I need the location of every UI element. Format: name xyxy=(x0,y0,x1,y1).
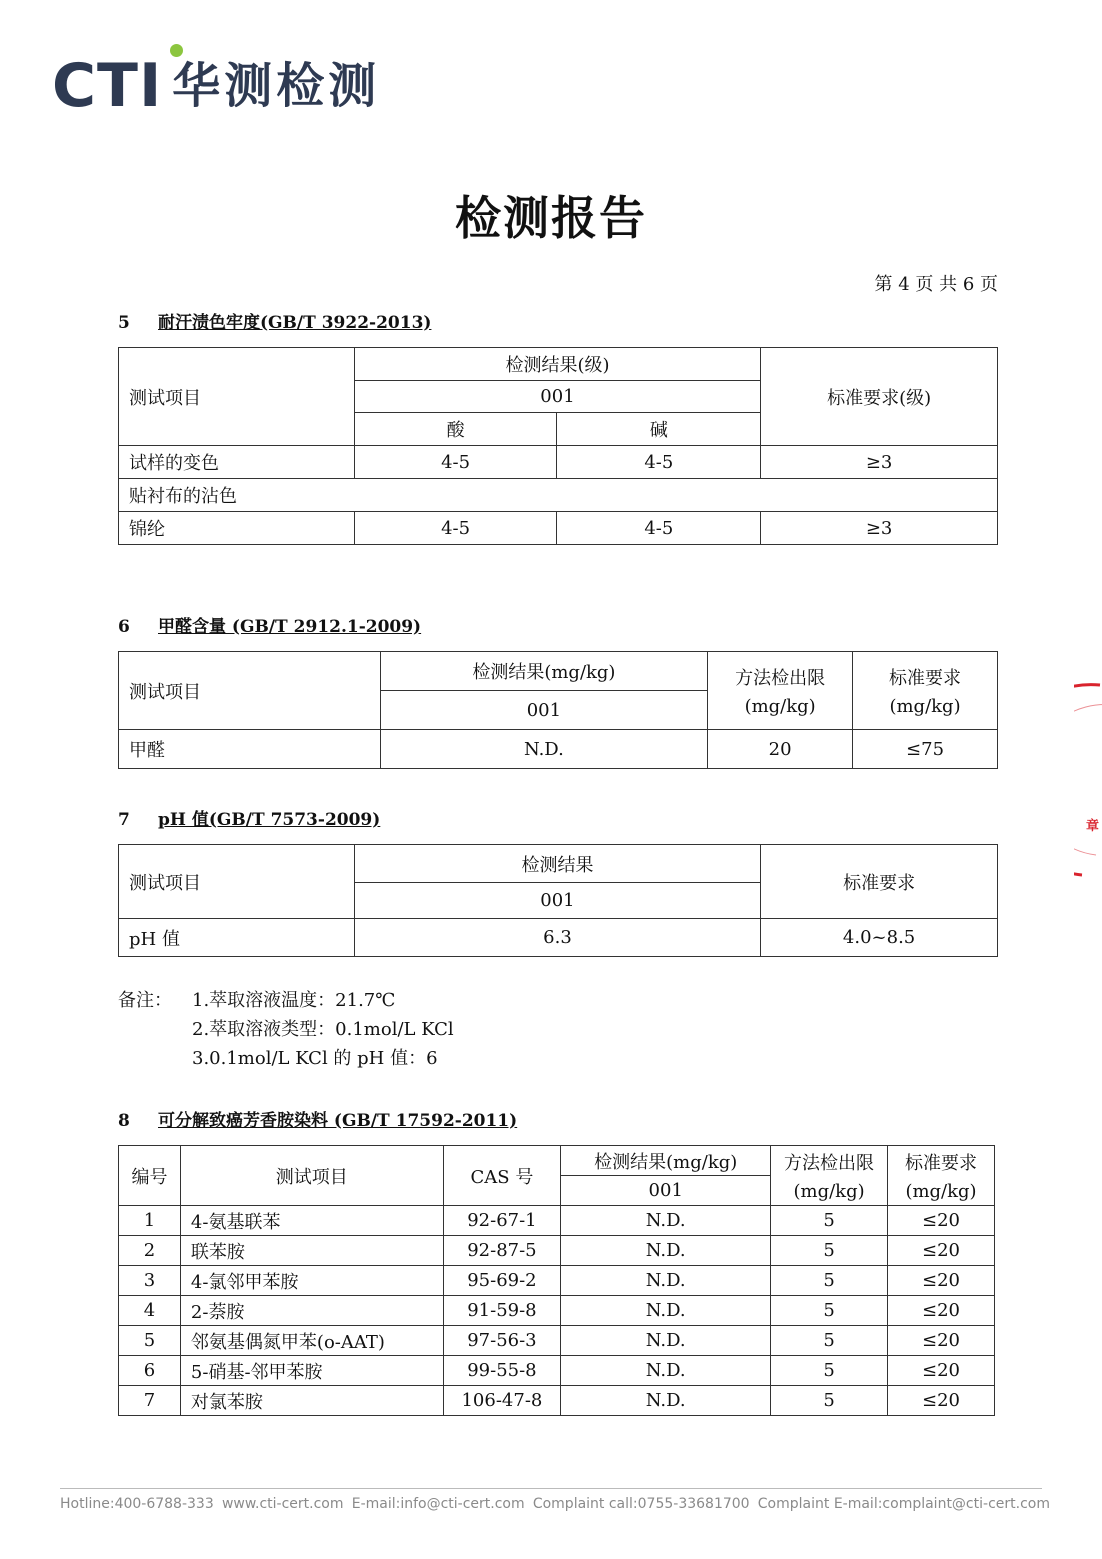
sweat-fastness-table xyxy=(118,347,998,545)
footer-hotline: Hotline:400-6788-333 xyxy=(60,1496,214,1512)
header-requirement: 标准要求 xyxy=(761,845,998,919)
header-alkali: 碱 xyxy=(557,413,761,446)
table-row: 甲醛 N.D. 20 ≤75 xyxy=(119,730,998,769)
header-requirement: 标准要求(级) xyxy=(761,348,998,446)
logo-chinese: 华测检测 xyxy=(172,58,381,114)
header-number: 编号 xyxy=(119,1146,181,1206)
official-stamp xyxy=(1074,680,1102,880)
footer-email: E-mail:info@cti-cert.com xyxy=(351,1496,525,1512)
header-sample: 001 xyxy=(354,381,761,413)
remark-line: 2.萃取溶液类型：0.1mol/L KCl xyxy=(192,1019,454,1040)
table-row: 6 5-硝基-邻甲苯胺 99-55-8 N.D. 5 ≤20 xyxy=(119,1356,995,1386)
table-row: 1 4-氨基联苯 92-67-1 N.D. 5 ≤20 xyxy=(119,1206,995,1236)
table-row: 4 2-萘胺 91-59-8 N.D. 5 ≤20 xyxy=(119,1296,995,1326)
footer-complaint-call: Complaint call:0755-33681700 xyxy=(532,1496,750,1512)
ph-table xyxy=(118,844,998,957)
aromatic-amine-table xyxy=(118,1145,995,1416)
header-mdl: 方法检出限 (mg/kg) xyxy=(771,1146,888,1206)
header-acid: 酸 xyxy=(354,413,557,446)
section-8-heading: 8 可分解致癌芳香胺染料 (GB/T 17592-2011) xyxy=(118,1111,518,1131)
header-requirement: 标准要求 (mg/kg) xyxy=(853,652,998,730)
section-5-heading: 5 耐汗渍色牢度(GB/T 3922-2013) xyxy=(118,313,432,333)
section-7-heading: 7 pH 值(GB/T 7573-2009) xyxy=(118,810,381,830)
table-row: 试样的变色 4-5 4-5 ≥3 xyxy=(119,446,998,479)
footer-website: www.cti-cert.com xyxy=(221,1496,344,1512)
table-row: 5 邻氨基偶氮甲苯(o-AAT) 97-56-3 N.D. 5 ≤20 xyxy=(119,1326,995,1356)
table-row: 锦纶 4-5 4-5 ≥3 xyxy=(119,512,998,545)
report-title: 检测报告 xyxy=(455,191,647,245)
header-sample: 001 xyxy=(380,691,708,730)
remark-line: 1.萃取溶液温度：21.7℃ xyxy=(192,990,396,1011)
page-number: 第 4 页 共 6 页 xyxy=(874,274,998,295)
header-test-item: 测试项目 xyxy=(180,1146,443,1206)
section-6-heading: 6 甲醛含量 (GB/T 2912.1-2009) xyxy=(118,617,422,637)
table-row: 3 4-氯邻甲苯胺 95-69-2 N.D. 5 ≤20 xyxy=(119,1266,995,1296)
formaldehyde-table xyxy=(118,651,998,769)
header-result: 检测结果(级) xyxy=(354,348,761,381)
table-row: 2 联苯胺 92-87-5 N.D. 5 ≤20 xyxy=(119,1236,995,1266)
header-result: 检测结果 xyxy=(354,845,760,883)
header-sample: 001 xyxy=(561,1176,771,1206)
header-mdl: 方法检出限 (mg/kg) xyxy=(708,652,853,730)
svg-text:章: 章 xyxy=(1086,819,1100,834)
table-row: 贴衬布的沾色 xyxy=(119,479,998,512)
header-cas: CAS 号 xyxy=(443,1146,561,1206)
table-row: 7 对氯苯胺 106-47-8 N.D. 5 ≤20 xyxy=(119,1386,995,1416)
remarks xyxy=(118,986,454,1073)
header-test-item: 测试项目 xyxy=(119,348,355,446)
remark-line: 3.0.1mol/L KCl 的 pH 值：6 xyxy=(192,1048,438,1069)
header-result: 检测结果(mg/kg) xyxy=(561,1146,771,1176)
company-logo xyxy=(52,44,381,121)
header-test-item: 测试项目 xyxy=(119,845,355,919)
header-test-item: 测试项目 xyxy=(119,652,381,730)
logo-dot xyxy=(170,44,183,57)
footer xyxy=(60,1496,1050,1512)
remarks-label: 备注： xyxy=(118,990,172,1011)
table-row: pH 值 6.3 4.0~8.5 xyxy=(119,919,998,957)
logo-latin: CTI xyxy=(52,51,163,121)
header-result: 检测结果(mg/kg) xyxy=(380,652,708,691)
header-requirement: 标准要求 (mg/kg) xyxy=(888,1146,995,1206)
footer-complaint-email: Complaint E-mail:complaint@cti-cert.com xyxy=(757,1496,1050,1512)
header-sample: 001 xyxy=(354,883,760,919)
footer-divider xyxy=(60,1488,1042,1489)
